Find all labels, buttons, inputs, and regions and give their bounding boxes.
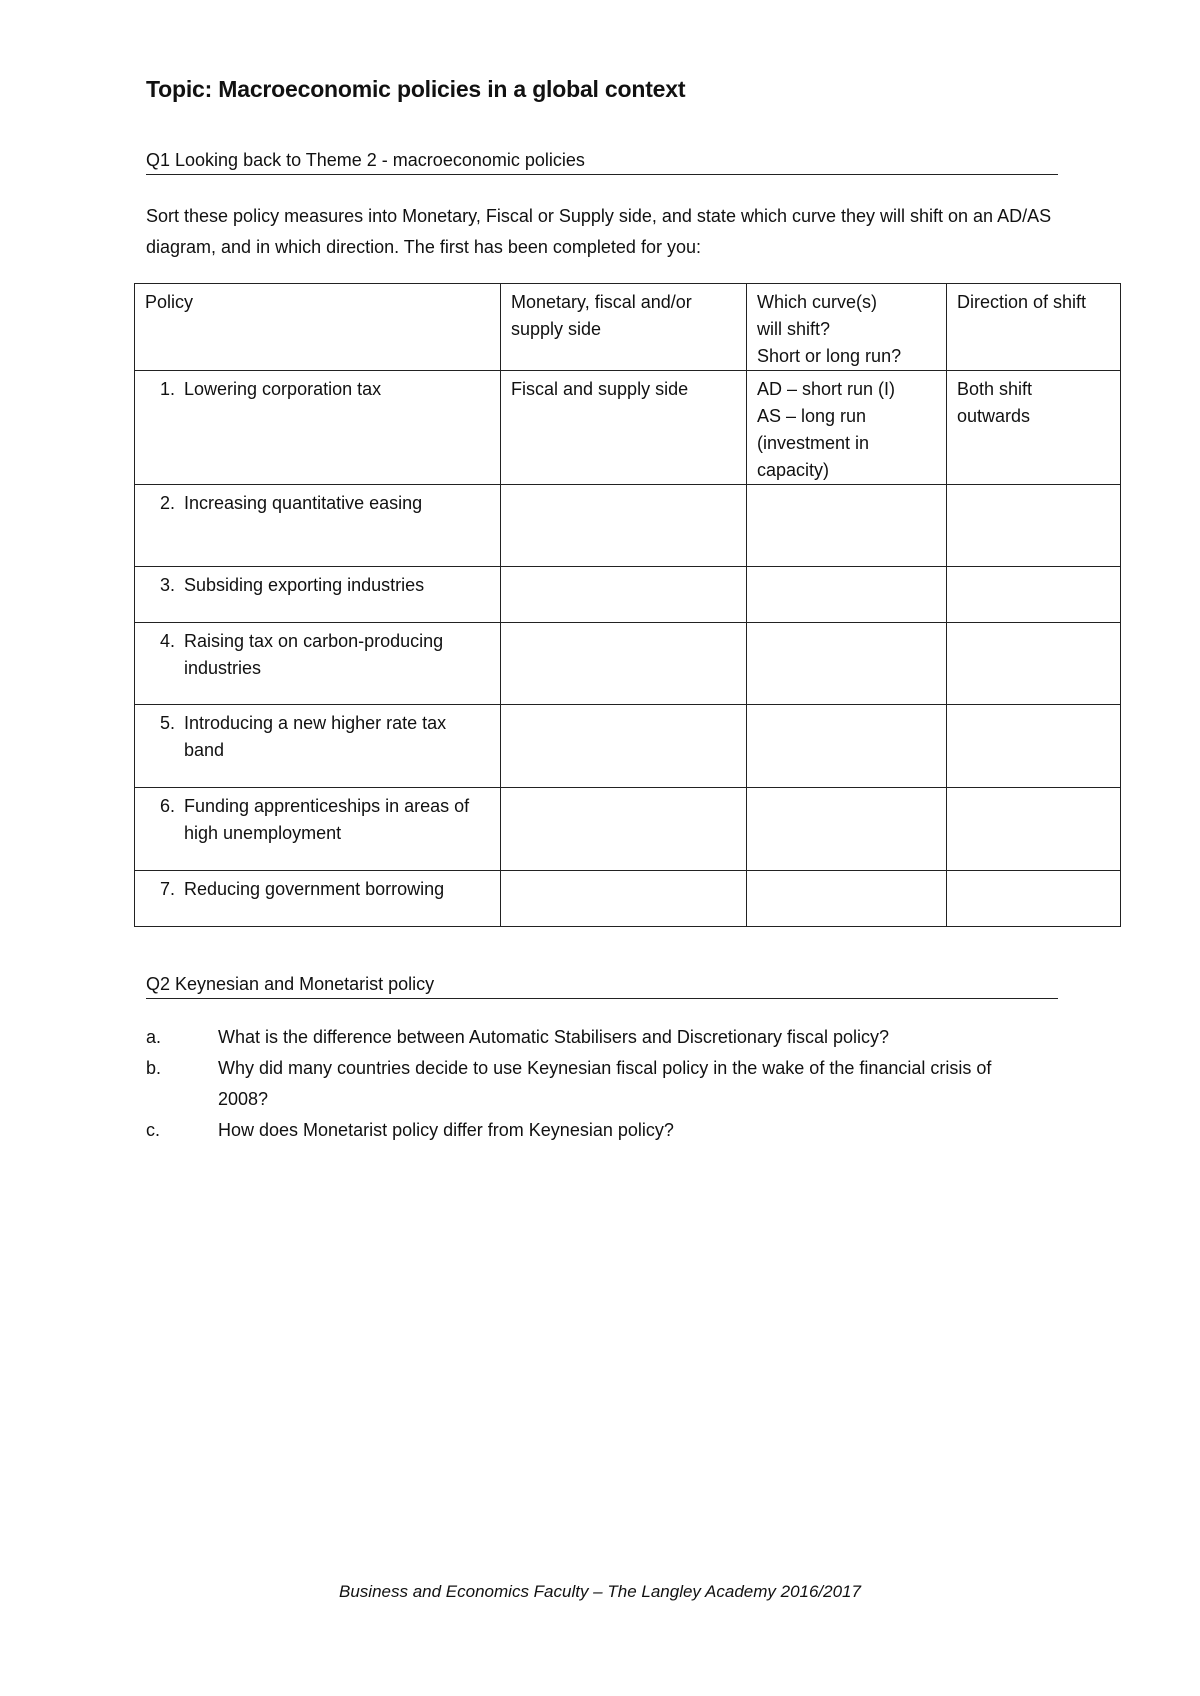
direction-cell[interactable] bbox=[947, 871, 1121, 927]
policy-text: Introducing a new higher rate tax band bbox=[184, 713, 447, 760]
question-letter: c. bbox=[146, 1120, 161, 1140]
q2-heading: Q2 Keynesian and Monetarist policy bbox=[146, 974, 1058, 999]
curve-cell[interactable] bbox=[747, 567, 947, 623]
direction-cell[interactable] bbox=[947, 567, 1121, 623]
table-row bbox=[135, 788, 1121, 871]
policy-text: Lowering corporation tax bbox=[184, 379, 382, 399]
curve-cell[interactable]: AD – short run (I) AS – long run (investment in capacity) bbox=[747, 371, 947, 485]
row-number: 1. bbox=[159, 379, 175, 399]
policy-cell bbox=[135, 567, 501, 623]
row-number: 5. bbox=[159, 713, 175, 733]
list-item bbox=[146, 1053, 1046, 1115]
table-row bbox=[135, 567, 1121, 623]
question-text: What is the difference between Automatic Stabilisers and Discretionary fiscal policy? bbox=[218, 1027, 889, 1047]
policy-cell bbox=[135, 788, 501, 871]
type-cell[interactable]: Fiscal and supply side bbox=[501, 371, 747, 485]
direction-cell[interactable] bbox=[947, 485, 1121, 567]
type-cell[interactable] bbox=[501, 623, 747, 705]
type-cell[interactable] bbox=[501, 871, 747, 927]
type-cell[interactable] bbox=[501, 567, 747, 623]
question-letter: b. bbox=[146, 1058, 162, 1078]
question-text: How does Monetarist policy differ from Keynesian policy? bbox=[218, 1120, 674, 1140]
table-row bbox=[135, 485, 1121, 567]
question-letter: a. bbox=[146, 1027, 162, 1047]
header-direction: Direction of shift bbox=[947, 284, 1121, 371]
policy-cell bbox=[135, 871, 501, 927]
list-item bbox=[146, 1115, 1046, 1146]
curve-cell[interactable] bbox=[747, 788, 947, 871]
type-cell[interactable] bbox=[501, 705, 747, 788]
policy-cell bbox=[135, 705, 501, 788]
q1-instructions: Sort these policy measures into Monetary, Fiscal or Supply side, and state which curve they will shift on an AD/AS diagram, and in which direction. The first has been completed for you: bbox=[146, 206, 1052, 257]
row-number: 3. bbox=[159, 575, 175, 595]
table-row bbox=[135, 371, 1121, 485]
policy-text: Raising tax on carbon-producing industries bbox=[184, 631, 444, 678]
q2-question-list bbox=[146, 1022, 1046, 1146]
type-cell[interactable] bbox=[501, 788, 747, 871]
row-number: 6. bbox=[159, 796, 175, 816]
question-text: Why did many countries decide to use Keynesian fiscal policy in the wake of the financial crisis of 2008? bbox=[218, 1058, 992, 1109]
policy-text: Subsiding exporting industries bbox=[184, 575, 425, 595]
direction-cell[interactable] bbox=[947, 623, 1121, 705]
policy-text: Reducing government borrowing bbox=[184, 879, 445, 899]
curve-cell[interactable] bbox=[747, 705, 947, 788]
curve-cell[interactable] bbox=[747, 871, 947, 927]
policy-cell bbox=[135, 485, 501, 567]
row-number: 7. bbox=[159, 879, 175, 899]
policy-cell bbox=[135, 623, 501, 705]
direction-cell[interactable] bbox=[947, 705, 1121, 788]
header-policy: Policy bbox=[135, 284, 501, 371]
page-footer: Business and Economics Faculty – The Langley Academy 2016/2017 bbox=[339, 1582, 861, 1601]
list-item bbox=[146, 1022, 1046, 1053]
type-cell[interactable] bbox=[501, 485, 747, 567]
table-row bbox=[135, 871, 1121, 927]
table-row bbox=[135, 705, 1121, 788]
q1-heading: Q1 Looking back to Theme 2 - macroeconomic policies bbox=[146, 150, 1058, 175]
header-curve: Which curve(s) will shift? Short or long run? bbox=[747, 284, 947, 371]
curve-cell[interactable] bbox=[747, 485, 947, 567]
policy-text: Increasing quantitative easing bbox=[184, 493, 423, 513]
curve-cell[interactable] bbox=[747, 623, 947, 705]
policy-cell bbox=[135, 371, 501, 485]
table-row bbox=[135, 623, 1121, 705]
row-number: 2. bbox=[159, 493, 175, 513]
header-type: Monetary, fiscal and/or supply side bbox=[501, 284, 747, 371]
policy-text: Funding apprenticeships in areas of high unemployment bbox=[184, 796, 470, 843]
page-title: Topic: Macroeconomic policies in a global context bbox=[146, 76, 686, 102]
policy-table bbox=[134, 283, 1121, 927]
direction-cell[interactable]: Both shift outwards bbox=[947, 371, 1121, 485]
direction-cell[interactable] bbox=[947, 788, 1121, 871]
table-header-row bbox=[135, 284, 1121, 371]
row-number: 4. bbox=[159, 631, 175, 651]
